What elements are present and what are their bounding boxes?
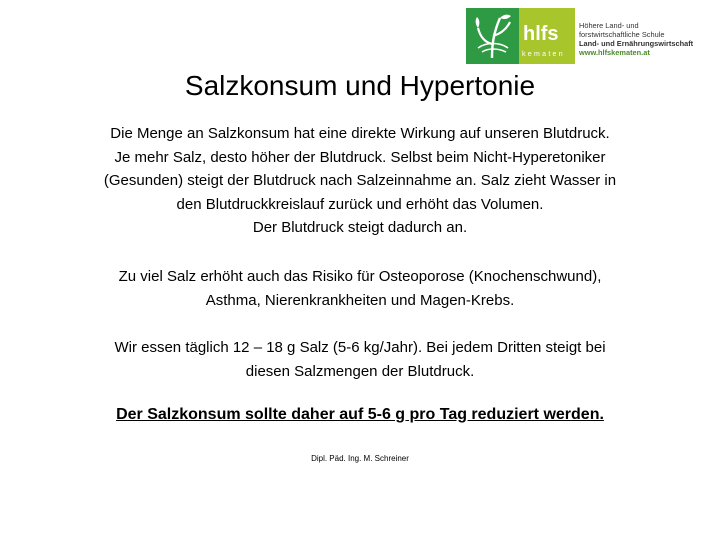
author-credit: Dipl. Päd. Ing. M. Schreiner [311, 454, 409, 463]
logo-school-name [579, 21, 693, 57]
logo-url: www.hlfskematen.at [579, 48, 650, 57]
school-logo [466, 8, 716, 64]
text-line: Zu viel Salz erhöht auch das Risiko für Osteoporose (Knochenschwund), [118, 268, 602, 285]
logo-line: forstwirtschaftliche Schule [579, 30, 665, 39]
text-line: Wir essen täglich 12 – 18 g Salz (5-6 kg/Jahr). Bei jedem Dritten steigt bei [114, 339, 606, 356]
logo-line: Land- und Ernährungswirtschaft [579, 39, 694, 48]
text-line: diesen Salzmengen der Blutdruck. [245, 362, 475, 380]
logo-subtitle: kematen [522, 51, 565, 58]
logo-line: Höhere Land- und [579, 21, 639, 30]
leaf-emblem-icon [466, 8, 519, 64]
page-title: Salzkonsum und Hypertonie [184, 70, 536, 101]
text-line: den Blutdruckkreislauf zurück und erhöht das Volumen. [176, 195, 544, 213]
paragraph-intake [60, 336, 660, 383]
text-line: Die Menge an Salzkonsum hat eine direkte Wirkung auf unseren Blutdruck. [110, 125, 610, 142]
logo-leaf-block [466, 8, 519, 64]
text-line: Asthma, Nierenkrankheiten und Magen-Krebs. [205, 291, 515, 309]
logo-wordmark-block [519, 8, 575, 64]
text-line: Der Blutdruck steigt dadurch an. [252, 219, 468, 236]
conclusion-statement: Der Salzkonsum sollte daher auf 5-6 g pro Tag reduziert werden. [116, 406, 604, 423]
paragraph-salt-effect [60, 122, 660, 240]
text-line: Je mehr Salz, desto höher der Blutdruck. Selbst beim Nicht-Hyperetoniker [114, 148, 606, 166]
paragraph-risks [60, 265, 660, 312]
logo-wordmark: hlfs [523, 23, 559, 45]
text-line: (Gesunden) steigt der Blutdruck nach Salzeinnahme an. Salz zieht Wasser in [103, 172, 617, 189]
